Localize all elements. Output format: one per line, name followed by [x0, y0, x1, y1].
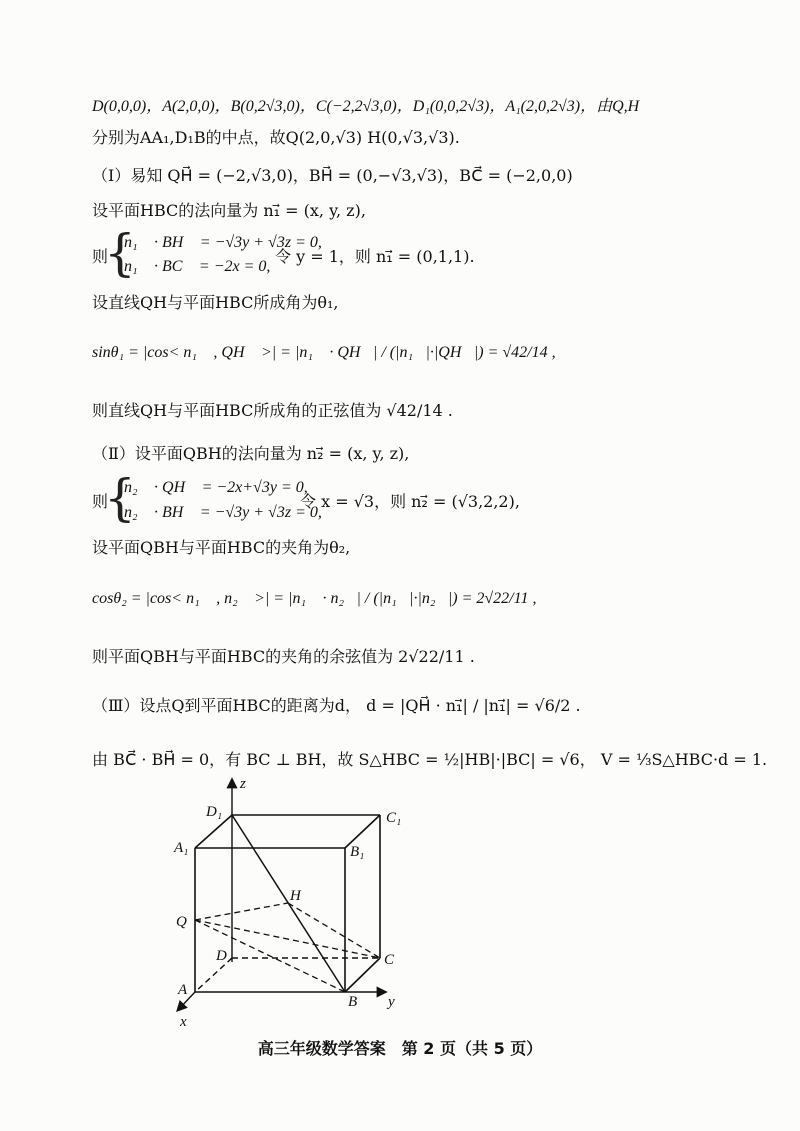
coordinates-line: D(0,0,0)，A(2,0,0)，B(0,2√3,0)，C(−2,2√3,0)，D₁(0,0,2√3)，A₁(2,0,2√3)，由Q,H — [92, 98, 640, 115]
normal-n1-line: 设平面HBC的法向量为 n₁⃗ = (x, y, z), — [92, 201, 366, 220]
angle-theta2-line: 设平面QBH与平面HBC的夹角为θ₂, — [92, 538, 351, 557]
part2-normal-n2-line: （Ⅱ）设平面QBH的法向量为 n₂⃗ = (x, y, z), — [92, 444, 410, 463]
system1-prefix: 则 — [92, 247, 109, 266]
angle-theta1-line: 设直线QH与平面HBC所成角为θ₁, — [92, 293, 339, 312]
page-footer: 高三年级数学答案 第 2 页（共 5 页） — [257, 1039, 543, 1058]
label-H: H — [290, 888, 301, 904]
system1-eq1: n₁⃗ · BH⃗ = −√3y + √3z = 0, — [124, 234, 322, 251]
sin-theta1-formula: sinθ₁ = |cos< n₁⃗ , QH⃗ >| = |n₁⃗ · QH⃗| / (|n₁⃗|·|QH⃗|) = √42/14 , — [92, 344, 556, 361]
label-D: D — [216, 948, 227, 964]
midpoint-line: 分别为AA₁,D₁B的中点，故Q(2,0,√3) H(0,√3,√3). — [92, 128, 460, 147]
cos-theta2-formula: cosθ₂ = |cos< n₁⃗ , n₂⃗ >| = |n₁⃗ · n₂⃗| / (|n₁⃗|·|n₂⃗|) = 2√22/11 , — [92, 590, 537, 607]
cosine-result-line: 则平面QBH与平面HBC的夹角的余弦值为 2√22/11 . — [92, 647, 475, 666]
system2-eq1: n₂⃗ · QH⃗ = −2x+√3y = 0, — [124, 479, 308, 496]
label-C1: C₁ — [386, 810, 402, 826]
sine-result-line: 则直线QH与平面HBC所成角的正弦值为 √42/14 . — [92, 401, 453, 420]
label-C: C — [384, 952, 395, 968]
system2-prefix: 则 — [92, 492, 109, 511]
system1-eq2: n₁⃗ · BC⃗ = −2x = 0, — [124, 258, 271, 275]
label-Q: Q — [176, 914, 187, 930]
label-B: B — [348, 994, 358, 1010]
system2-eq2: n₂⃗ · BH⃗ = −√3y + √3z = 0, — [124, 504, 322, 521]
label-x: x — [180, 1014, 187, 1030]
part3-distance-line: （Ⅲ）设点Q到平面HBC的距离为d， d = |QH⃗ · n₁⃗| / |n₁⃗| = √6/2 . — [92, 696, 581, 715]
label-y: y — [388, 994, 395, 1010]
label-A1: A₁ — [174, 840, 189, 856]
volume-line: 由 BC⃗ · BH⃗ = 0，有 BC ⊥ BH，故 S△HBC = ½|HB|·|BC| = √6， V = ⅓S△HBC·d = 1. — [92, 750, 768, 769]
label-B1: B₁ — [350, 844, 365, 860]
prism-figure — [160, 770, 420, 1035]
system1-brace: { — [104, 224, 136, 282]
label-z: z — [240, 776, 246, 792]
system2-brace: { — [104, 469, 136, 527]
system1-tail: 令 y = 1，则 n₁⃗ = (0,1,1). — [275, 247, 475, 266]
label-D1: D₁ — [206, 804, 223, 820]
part1-vectors-line: （Ⅰ）易知 QH⃗ = (−2,√3,0)，BH⃗ = (0,−√3,√3)，BC⃗ = (−2,0,0) — [92, 166, 573, 185]
label-A: A — [178, 982, 188, 998]
system2-tail: 令 x = √3，则 n₂⃗ = (√3,2,2), — [300, 492, 520, 511]
